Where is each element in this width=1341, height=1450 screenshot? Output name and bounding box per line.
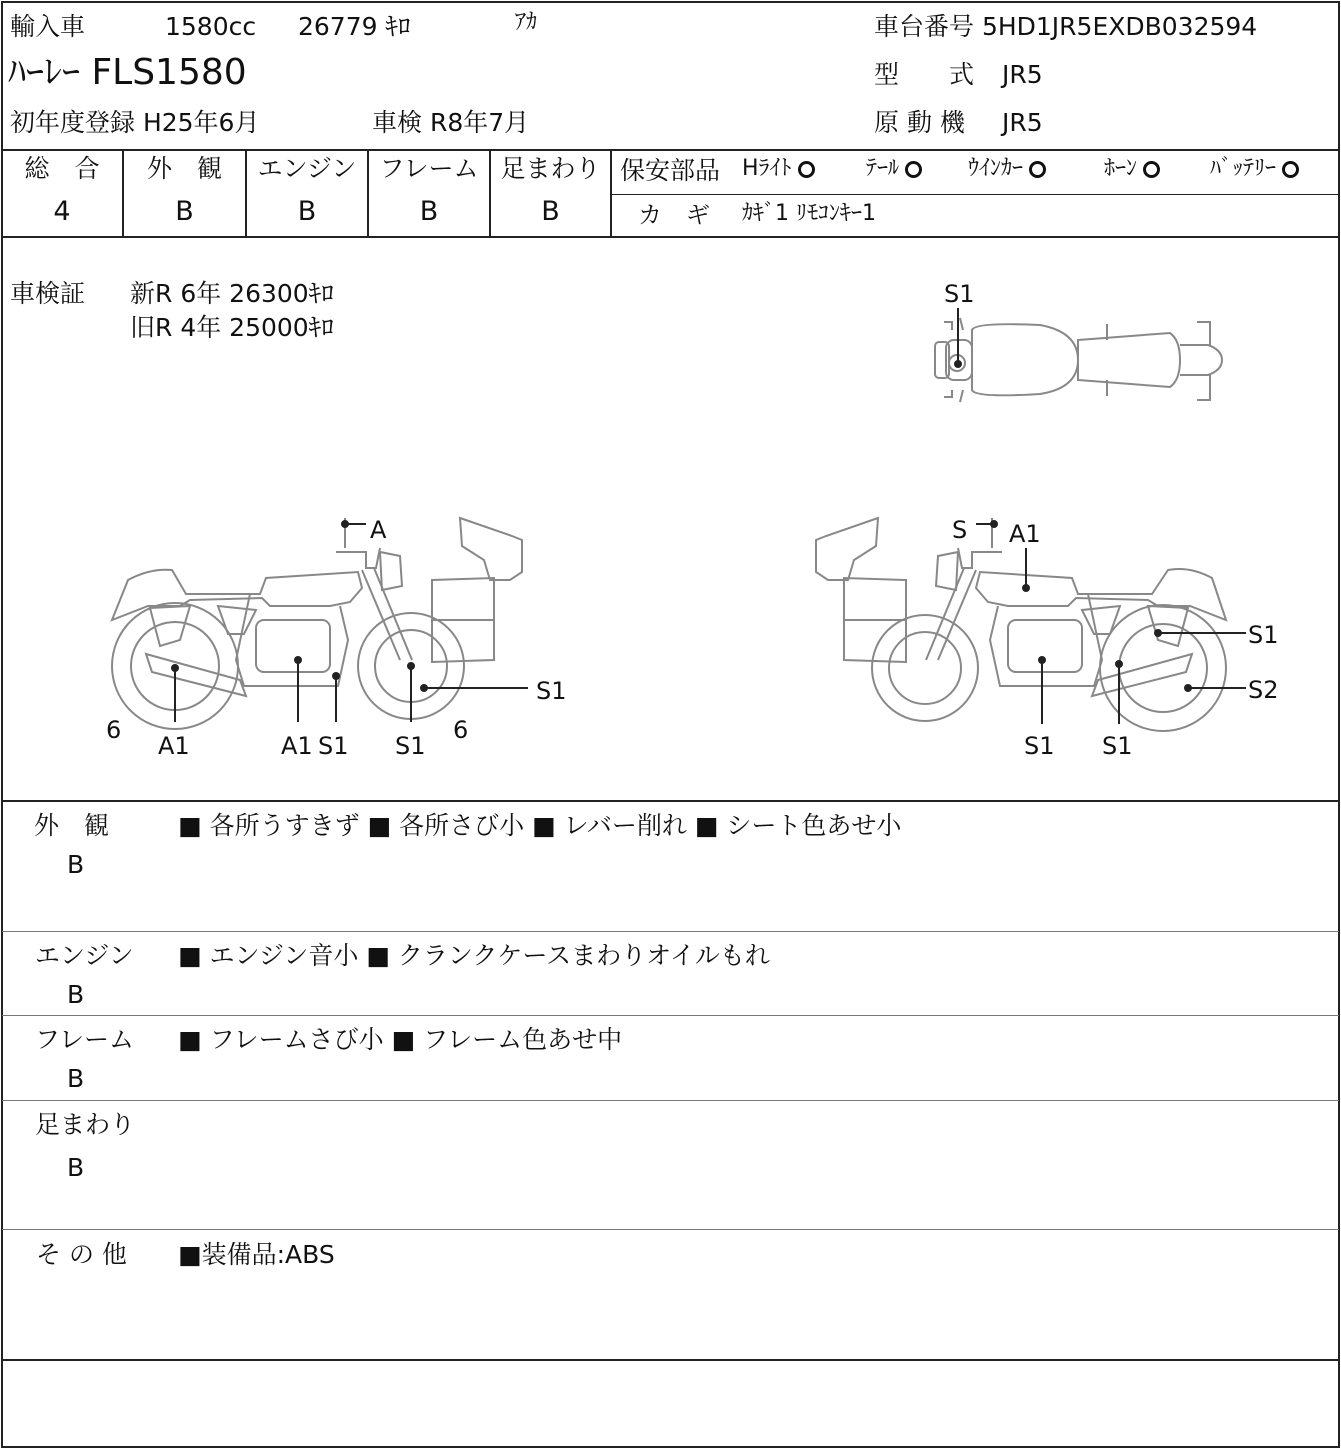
registration-new: 新R 6年 26300ｷﾛ xyxy=(130,279,334,308)
remarks-divider xyxy=(2,1229,1339,1230)
remark-frame-grade: B xyxy=(67,1064,85,1093)
grade-exterior-value: B xyxy=(175,196,194,227)
safety-horn-label: ﾎｰﾝ xyxy=(1104,156,1138,181)
remarks-bottom xyxy=(1,1359,1340,1361)
grade-overall-label: 総 合 xyxy=(24,154,100,183)
grade-suspension-label: 足まわり xyxy=(500,154,601,183)
safety-label: 保安部品 xyxy=(620,156,721,185)
remark-engine-label: エンジン xyxy=(35,941,134,970)
keys-value: ｶｷﾞ1 ﾘﾓｺﾝｷｰ1 xyxy=(742,201,876,226)
ok-circle-icon xyxy=(905,161,922,178)
grade-engine-label: エンジン xyxy=(257,154,357,183)
grade-suspension-value: B xyxy=(541,196,560,227)
remark-engine-grade: B xyxy=(67,980,85,1009)
grade-frame-value: B xyxy=(419,196,439,227)
model-type-label: 型 式 xyxy=(874,60,975,89)
safety-tail-label: ﾃｰﾙ xyxy=(866,156,900,181)
bike-left-side-icon xyxy=(112,518,522,729)
frame-number: 車台番号 5HD1JR5EXDB032594 xyxy=(874,12,1258,41)
safety-battery xyxy=(1210,158,1299,180)
grade-col-line xyxy=(610,149,612,237)
diagram-label-left-s1-right: S1 xyxy=(536,677,567,705)
diagram-label-left-a: A xyxy=(370,516,387,544)
remark-engine-text: ■ エンジン音小 ■ クランクケースまわりオイルもれ xyxy=(178,941,770,970)
border-bottom xyxy=(1,1446,1340,1448)
import-label: 輸入車 xyxy=(10,12,86,41)
safety-divider xyxy=(612,194,1339,195)
mileage: 26779 ｷﾛ xyxy=(298,12,411,41)
ok-circle-icon xyxy=(798,161,815,178)
grade-frame-label: フレーム xyxy=(379,154,479,183)
remark-exterior-text: ■ 各所うすきず ■ 各所さび小 ■ レバー削れ ■ シート色あせ小 xyxy=(178,811,902,840)
remark-other-label: そ の 他 xyxy=(36,1240,127,1269)
safety-tail xyxy=(866,158,922,180)
keys-label: カ ギ xyxy=(638,201,710,229)
diagram-label-left-s1a: S1 xyxy=(318,732,349,760)
remarks-divider xyxy=(2,1100,1339,1101)
safety-horn xyxy=(1104,158,1160,180)
ok-circle-icon xyxy=(1029,161,1046,178)
remarks-top xyxy=(1,800,1340,802)
registration-label: 車検証 xyxy=(10,279,86,308)
safety-headlight xyxy=(742,158,815,180)
damage-diagram xyxy=(0,240,1341,800)
remark-exterior-label: 外 観 xyxy=(34,811,110,840)
diagram-label-right-s1-side: S1 xyxy=(1248,621,1279,649)
diagram-label-right-s1a: S1 xyxy=(1024,732,1055,760)
first-registration: 初年度登録 H25年6月 xyxy=(10,108,260,137)
remark-other-text: ■装備品:ABS xyxy=(178,1240,335,1269)
diagram-label-left-6a: 6 xyxy=(106,716,122,744)
diagram-label-right-a1: A1 xyxy=(1009,520,1041,548)
inspection-expiry: 車検 R8年7月 xyxy=(372,108,530,137)
remarks-divider xyxy=(2,931,1339,932)
safety-headlight-label: Hﾗｲﾄ xyxy=(742,156,792,181)
remark-suspension-grade: B xyxy=(67,1153,85,1182)
safety-winker-label: ｳｲﾝｶｰ xyxy=(968,156,1024,181)
diagram-label-left-s1b: S1 xyxy=(395,732,426,760)
registration-old: 旧R 4年 25000ｷﾛ xyxy=(130,313,334,342)
remark-frame-text: ■ フレームさび小 ■ フレーム色あせ中 xyxy=(178,1025,623,1054)
grade-table-top xyxy=(1,149,1340,151)
diagram-label-right-s1b: S1 xyxy=(1102,732,1133,760)
diagram-label-right-s2: S2 xyxy=(1248,676,1279,704)
diagram-label-left-6b: 6 xyxy=(453,716,469,744)
safety-winker xyxy=(968,158,1046,180)
remark-suspension-label: 足まわり xyxy=(35,1110,136,1139)
color: ｱｶ xyxy=(515,10,538,35)
diagram-label-left-a1a: A1 xyxy=(158,732,190,760)
engine-model-label: 原 動 機 xyxy=(874,108,965,137)
safety-battery-label: ﾊﾞｯﾃﾘｰ xyxy=(1210,156,1277,181)
remark-frame-label: フレーム xyxy=(35,1025,135,1054)
bike-top-view-icon xyxy=(935,318,1222,402)
displacement: 1580cc xyxy=(165,12,257,41)
grade-exterior-label: 外 観 xyxy=(146,154,222,183)
callout-lines xyxy=(172,308,1246,724)
diagram-label-top-s1: S1 xyxy=(944,280,975,308)
ok-circle-icon xyxy=(1143,161,1160,178)
grade-engine-value: B xyxy=(297,196,317,227)
maker-model: ﾊｰﾚｰ FLS1580 xyxy=(8,52,247,93)
diagram-label-right-s: S xyxy=(952,516,968,544)
model-type: JR5 xyxy=(1002,60,1043,89)
ok-circle-icon xyxy=(1282,161,1299,178)
diagram-label-left-a1b: A1 xyxy=(281,732,313,760)
grade-overall-value: 4 xyxy=(53,196,71,227)
grade-table-bottom xyxy=(1,236,1340,238)
border-top xyxy=(1,1,1340,3)
remarks-divider xyxy=(2,1015,1339,1016)
bike-right-side-icon xyxy=(816,518,1226,731)
engine-model: JR5 xyxy=(1002,108,1043,137)
remark-exterior-grade: B xyxy=(67,850,85,879)
